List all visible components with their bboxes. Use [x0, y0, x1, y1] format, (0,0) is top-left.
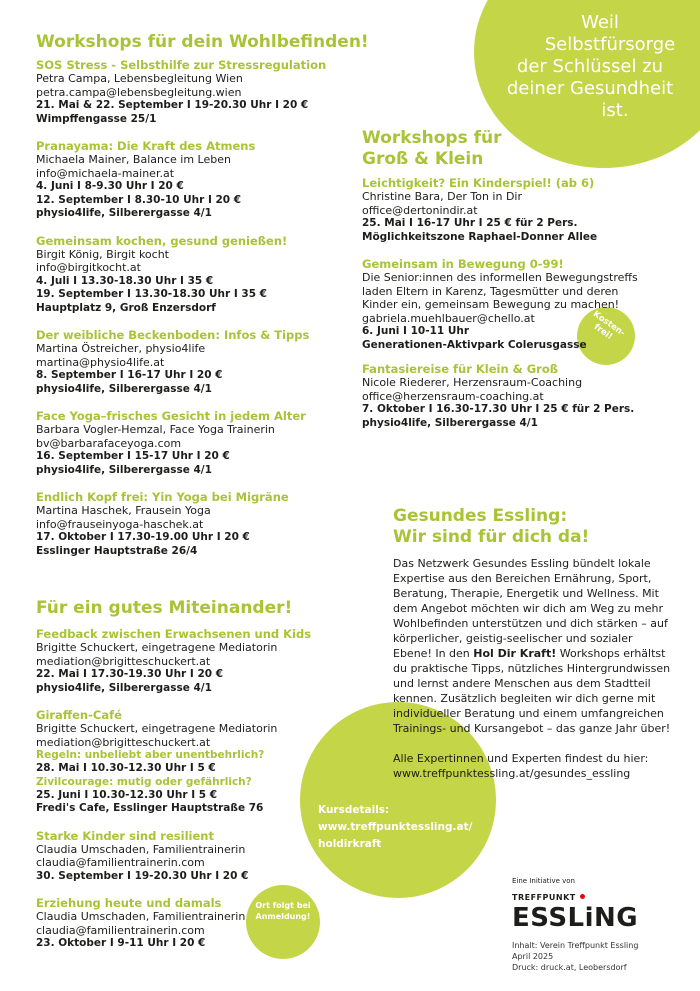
logo-big-text: ESSLiNG	[512, 903, 639, 933]
kostenfrei-badge: Kosten-frei!	[590, 309, 627, 343]
quote-text: Weil Selbstfürsorge der Schlüssel zu deiner Gesundheit ist.	[506, 12, 676, 121]
workshop-trainer: Petra Campa, Lebensbegleitung Wien	[36, 72, 243, 85]
kursdetails-url-1[interactable]: www.treffpunktessling.at/	[318, 821, 473, 833]
gesundes-url[interactable]: www.treffpunktessling.at/gesundes_essling	[393, 767, 631, 780]
gesundes-experts-text: Alle Expertinnen und Experten findest du hier:	[393, 752, 649, 765]
workshop-title: Fantasiereise für Klein & Groß	[362, 362, 558, 376]
workshop-place: Möglichkeitszone Raphael-Donner Allee	[362, 230, 598, 243]
miteinander-title: Für ein gutes Miteinander!	[36, 598, 293, 618]
workshop-title: Starke Kinder sind resilient	[36, 828, 214, 843]
workshop-place: physio4life, Silberergasse 4/1	[36, 207, 212, 219]
workshop-email: info@birgitkocht.at	[36, 261, 141, 274]
workshop-pranayama	[36, 139, 346, 221]
workshop-email: martina@physio4life.at	[36, 355, 165, 369]
workshop-date: 22. Mai I 17.30-19.30 Uhr I 20 €	[36, 668, 224, 680]
workshop-place: Hauptplatz 9, Groß Enzersdorf	[36, 301, 216, 314]
workshop-trainer: Birgit König, Birgit kocht	[36, 247, 169, 261]
grossklein-title	[362, 128, 532, 170]
workshop-description: Kinder ein, gemeinsam Bewegung zu machen!	[362, 298, 620, 311]
workshop-date: 21. Mai & 22. September I 19-20.30 Uhr I 20 €	[36, 99, 309, 111]
workshop-trainer: Christine Bara, Der Ton in Dir	[362, 190, 522, 203]
workshop-date: 12. September I 8.30-10 Uhr I 20 €	[36, 193, 242, 206]
workshop-date: 25. Mai I 16-17 Uhr I 25 € für 2 Pers.	[362, 217, 578, 229]
workshop-title: Face Yoga–frisches Gesicht in jedem Alter	[36, 409, 306, 423]
workshop-beckenboden	[36, 328, 346, 396]
workshop-place: physio4life, Silberergasse 4/1	[36, 382, 212, 395]
workshop-kinderspiel	[362, 176, 662, 244]
workshop-email: office@herzensraum-coaching.at	[362, 389, 544, 403]
workshop-giraffen-cafe	[36, 708, 346, 816]
workshop-email: petra.campa@lebensbegleitung.wien	[36, 85, 242, 99]
workshop-place: physio4life, Silberergasse 4/1	[362, 416, 538, 429]
workshop-kochen	[36, 234, 346, 316]
imprint-date: April 2025	[512, 952, 554, 961]
workshop-email: gabriela.muehlbauer@chello.at	[362, 311, 535, 325]
gesundes-text-a: Das Netzwerk Gesundes Essling bündelt lokale Expertise aus den Bereichen Ernährung, Sport, Beratung, Therapie, Energetik und Wellness. Mit dem Angebot möchten wir dich am Weg zu mehr Wohlbefinden unterstützen und dich stärken – auf körperlicher, geistig-seelischer und sozialer Ebene! In den	[393, 557, 668, 660]
grossklein-title-text: Workshops für Groß & Klein	[362, 128, 502, 169]
workshop-date: 30. September I 19-20.30 Uhr I 20 €	[36, 869, 249, 882]
grossklein-list	[362, 176, 662, 443]
workshop-title: Gemeinsam kochen, gesund genießen!	[36, 233, 288, 248]
workshop-face-yoga	[36, 409, 346, 477]
workshop-sos-stress	[36, 58, 346, 126]
gesundes-title-line1: Gesundes Essling:	[393, 506, 568, 526]
workshop-email: bv@barbarafaceyoga.com	[36, 436, 182, 450]
gesundes-text-b: Workshops erhältst du praktische Tipps, nützliches Hintergrundwissen und lernst andere Menschen aus dem Stadtteil kennen. Zusätzlich begleiten wir dich gerne mit individueller Beratung und einem umfangreichen Trainings- und Kursangebot – das ganze Jahr über!	[393, 647, 671, 735]
workshop-place: Wimpffengasse 25/1	[36, 112, 157, 125]
workshop-date: 6. Juni I 10-11 Uhr	[362, 325, 470, 337]
imprint-content: Inhalt: Verein Treffpunkt Essling	[512, 941, 639, 950]
gesundes-title	[393, 506, 653, 548]
workshop-feedback	[36, 627, 346, 695]
workshop-trainer: Claudia Umschaden, Familientrainerin	[36, 910, 246, 923]
workshop-email: info@michaela-mainer.at	[36, 166, 175, 180]
workshop-title: Endlich Kopf frei: Yin Yoga bei Migräne	[36, 490, 289, 504]
workshop-email: claudia@familientrainerin.com	[36, 856, 205, 869]
workshop-trainer: Brigitte Schuckert, eingetragene Mediatorin	[36, 722, 278, 735]
workshop-subtopic: Regeln: unbeliebt aber unentbehrlich?	[36, 749, 265, 761]
wohlbefinden-list	[36, 58, 346, 571]
gesundes-paragraph	[393, 556, 673, 736]
gesundes-title-line2: Wir sind für dich da!	[393, 527, 590, 547]
workshop-place: physio4life, Silberergasse 4/1	[36, 463, 212, 476]
imprint-print: Druck: druck.at, Leobersdorf	[512, 963, 627, 972]
workshop-place: Fredi's Cafe, Esslinger Hauptstraße 76	[36, 802, 264, 814]
workshop-trainer: Martina Östreicher, physio4life	[36, 342, 206, 355]
logo-small-text: TREFFPUNKT	[512, 893, 652, 903]
workshop-email: mediation@brigitteschuckert.at	[36, 735, 211, 749]
workshop-description: laden Eltern in Karenz, Tagesmütter und deren	[362, 284, 619, 298]
imprint	[512, 940, 638, 973]
workshop-trainer: Martina Haschek, Frausein Yoga	[36, 504, 211, 517]
initiative-text: Eine Initiative von	[512, 877, 575, 885]
kursdetails	[318, 802, 498, 853]
workshop-date: 28. Mai I 10.30-12.30 Uhr I 5 €	[36, 762, 216, 774]
workshop-date: 19. September I 13.30-18.30 Uhr I 35 €	[36, 288, 267, 300]
workshop-date: 8. September I 16-17 Uhr I 20 €	[36, 369, 223, 381]
workshop-place: Esslinger Hauptstraße 26/4	[36, 544, 198, 557]
workshop-date: 16. September I 15-17 Uhr I 20 €	[36, 450, 230, 462]
workshop-email: mediation@brigitteschuckert.at	[36, 654, 211, 668]
workshop-fantasiereise	[362, 362, 662, 430]
workshop-place: physio4life, Silberergasse 4/1	[36, 681, 212, 694]
workshop-title: Pranayama: Die Kraft des Atmens	[36, 139, 256, 153]
workshop-date: 23. Oktober I 9-11 Uhr I 20 €	[36, 937, 206, 949]
treffpunkt-essling-logo	[512, 893, 652, 932]
ort-folgt-badge: Ort folgt bei Anmeldung!	[255, 901, 311, 921]
workshop-title: Gemeinsam in Bewegung 0-99!	[362, 257, 564, 271]
workshop-place: Generationen-Aktivpark Colerusgasse	[362, 338, 587, 351]
workshop-title: Der weibliche Beckenboden: Infos & Tipps	[36, 328, 310, 342]
workshop-trainer: Nicole Riederer, Herzensraum-Coaching	[362, 376, 583, 389]
workshop-email: office@dertonindir.at	[362, 203, 478, 217]
workshop-description: Die Senior:innen des informellen Bewegungstreffs	[362, 271, 638, 284]
workshop-trainer: Michaela Mainer, Balance im Leben	[36, 153, 231, 166]
workshop-trainer: Brigitte Schuckert, eingetragene Mediatorin	[36, 641, 278, 654]
workshop-date: 4. Juni I 8-9.30 Uhr I 20 €	[36, 180, 184, 192]
wohlbefinden-title: Workshops für dein Wohlbefinden!	[36, 32, 369, 52]
gesundes-body	[393, 556, 673, 781]
workshop-title: Feedback zwischen Erwachsenen und Kids	[36, 627, 312, 641]
workshop-date: 7. Oktober I 16.30-17.30 Uhr I 25 € für 2 Pers.	[362, 403, 635, 415]
workshop-date: 4. Juli I 13.30-18.30 Uhr I 35 €	[36, 274, 214, 287]
workshop-subtopic: Zivilcourage: mutig oder gefährlich?	[36, 775, 252, 788]
kursdetails-label: Kursdetails:	[318, 804, 390, 816]
workshop-email: claudia@familientrainerin.com	[36, 923, 205, 937]
workshop-trainer: Barbara Vogler-Hemzal, Face Yoga Trainerin	[36, 423, 275, 436]
logo-dot-icon	[580, 894, 585, 899]
gesundes-bold: Hol Dir Kraft!	[473, 647, 557, 660]
workshop-date: 25. Juni I 10.30-12.30 Uhr I 5 €	[36, 788, 218, 801]
workshop-title: Erziehung heute und damals	[36, 896, 222, 910]
workshop-email: info@frauseinyoga-haschek.at	[36, 517, 204, 531]
workshop-title: Leichtigkeit? Ein Kinderspiel! (ab 6)	[362, 176, 595, 190]
workshop-title: SOS Stress - Selbsthilfe zur Stressregulation	[36, 58, 327, 72]
workshop-yin-yoga	[36, 490, 346, 558]
workshop-date: 17. Oktober I 17.30-19.00 Uhr I 20 €	[36, 531, 250, 543]
workshop-starke-kinder	[36, 829, 346, 884]
workshop-trainer: Claudia Umschaden, Familientrainerin	[36, 842, 246, 856]
workshop-title: Giraffen-Café	[36, 708, 122, 722]
kursdetails-url-2[interactable]: holdirkraft	[318, 838, 382, 850]
